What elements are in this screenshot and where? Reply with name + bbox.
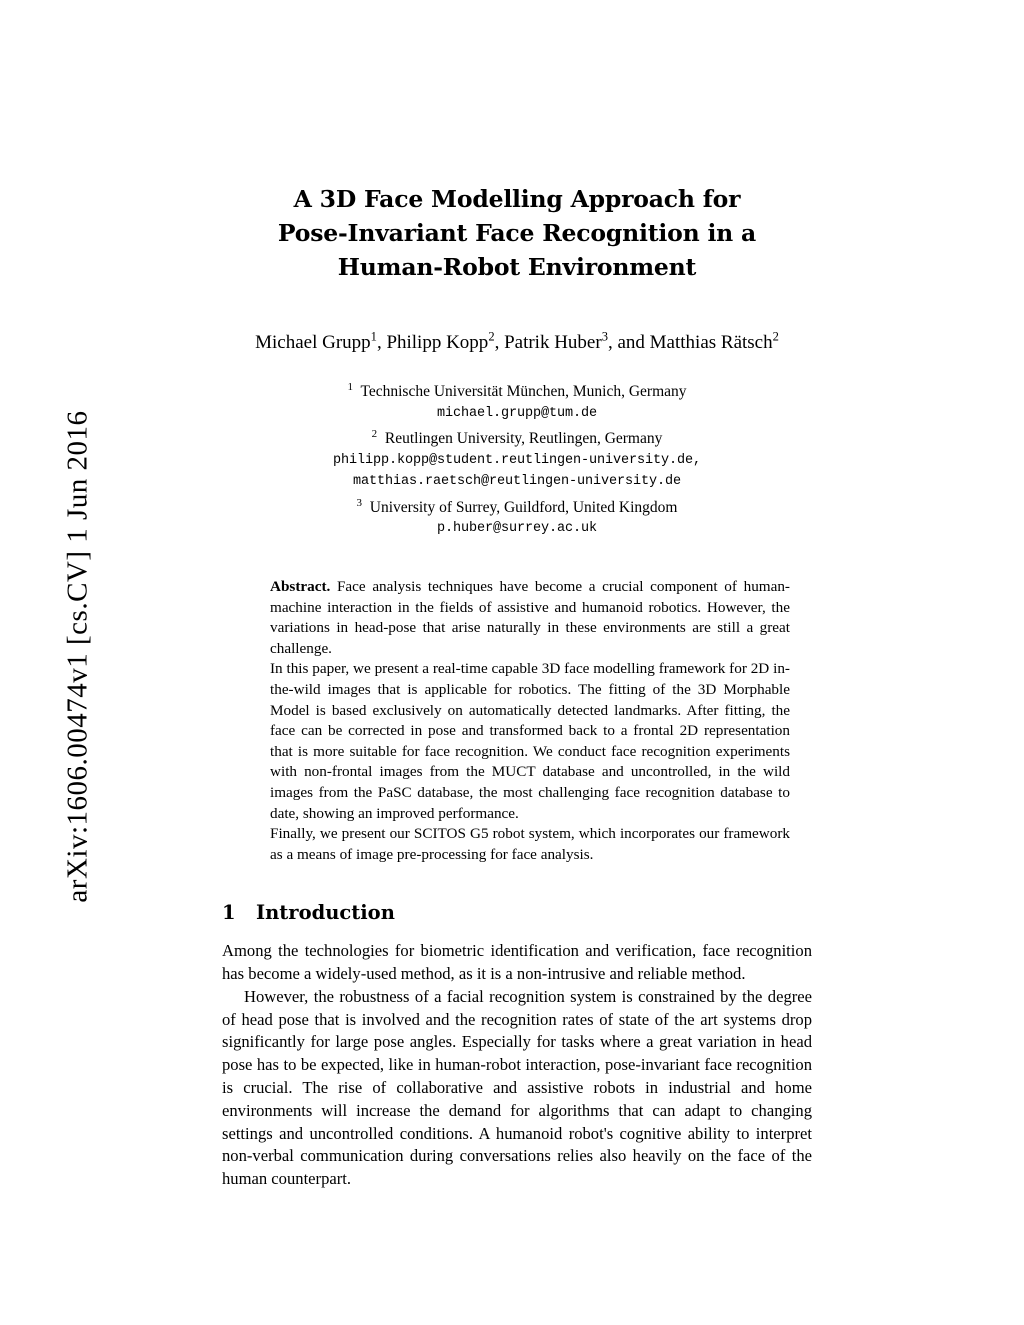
- affiliation-2-text: Reutlingen University, Reutlingen, Germany: [384, 430, 663, 448]
- author-4-affiliation-marker: 2: [772, 329, 779, 344]
- affiliation-2-email-2: matthias.raetsch@reutlingen-university.de: [352, 474, 682, 490]
- section-title: Introduction: [256, 901, 395, 925]
- author-2-name: Philipp Kopp: [386, 332, 489, 353]
- title-line-2: Pose-Invariant Face Recognition in a: [277, 219, 757, 247]
- intro-paragraph-2: However, the robustness of a facial recognition system is constrained by the degree of head pose that is involved and the recognition rates of state of the art systems drop significantly for large pose angles. Especially for tasks where a great variation in head pose has to be expected, like in human-robot interaction, pose-invariant face recognition is crucial. The rise of collaborative and assistive robots in industrial and home environments will increase the demand for algorithms that can adapt to changing settings and uncontrolled conditions. A humanoid robot's cognitive ability to interpret non-verbal communication during conversations relies also heavily on the face of the human counterpart.: [222, 986, 812, 1189]
- section-number: 1: [222, 901, 236, 925]
- section-heading-introduction: [222, 901, 812, 924]
- affiliation-3-marker: 3: [356, 496, 363, 509]
- author-separator-1: ,: [376, 332, 387, 353]
- author-1-name: Michael Grupp: [255, 332, 371, 353]
- paper-page: [222, 0, 812, 1325]
- author-separator-2: ,: [494, 332, 505, 353]
- title-line-3: Human-Robot Environment: [337, 253, 697, 281]
- author-2-affiliation-marker: 2: [488, 329, 495, 344]
- author-1-affiliation-marker: 1: [370, 329, 377, 344]
- abstract-label: Abstract.: [270, 577, 331, 595]
- affiliation-1-email: michael.grupp@tum.de: [436, 405, 598, 421]
- introduction-body: [222, 940, 812, 1191]
- affiliation-2-email-1: philipp.kopp@student.reutlingen-university.de,: [332, 452, 702, 468]
- affiliation-1-marker: 1: [347, 381, 353, 393]
- author-3-name: Patrik Huber: [504, 332, 602, 353]
- abstract-paragraph-3: Finally, we present our SCITOS G5 robot system, which incorporates our framework as a means of image pre-processing for face analysis.: [270, 825, 790, 863]
- affiliation-3: [222, 493, 812, 519]
- author-list: [222, 330, 812, 356]
- author-3-affiliation-marker: 3: [601, 329, 608, 344]
- arxiv-identifier-stamp: arXiv:1606.00474v1 [cs.CV] 1 Jun 2016: [61, 410, 94, 903]
- intro-paragraph-1: Among the technologies for biometric identification and verification, face recognition has become a widely-used method, as it is a non-intrusive and reliable method.: [222, 941, 812, 984]
- affiliation-1: [222, 377, 812, 403]
- abstract-paragraph-2: In this paper, we present a real-time capable 3D face modelling framework for 2D in-the-wild images that is applicable for robotics. The fitting of the 3D Morphable Model is based exclusively on automatically detected landmarks. After fitting, the face can be corrected in pose and transformed back to a frontal 2D representation that is more suitable for face recognition. We conduct face recognition experiments with non-frontal images from the MUCT database and uncontrolled, in the wild images from the PaSC database, the most challenging face recognition database to date, showing an improved performance.: [270, 660, 790, 822]
- author-separator-3: , and: [607, 332, 650, 353]
- author-4-name: Matthias Rätsch: [649, 332, 773, 353]
- abstract-text-1: Face analysis techniques have become a crucial component of human-machine interaction in the fields of assistive and humanoid robotics. However, the variations in head-pose that arise naturally in these environments are still a great challenge.: [270, 577, 790, 657]
- affiliation-2-marker: 2: [371, 428, 378, 441]
- affiliation-block: [222, 377, 812, 540]
- affiliation-1-text: Technische Universität München, Munich, Germany: [360, 383, 687, 401]
- affiliation-3-email: p.huber@surrey.ac.uk: [436, 521, 598, 537]
- abstract-block: [270, 577, 790, 865]
- affiliation-3-text: University of Surrey, Guildford, United Kingdom: [369, 498, 678, 516]
- title-line-1: A 3D Face Modelling Approach for: [293, 185, 741, 213]
- page-title: [222, 182, 812, 284]
- affiliation-2: [222, 424, 812, 450]
- abstract-paragraph-1: [270, 577, 790, 659]
